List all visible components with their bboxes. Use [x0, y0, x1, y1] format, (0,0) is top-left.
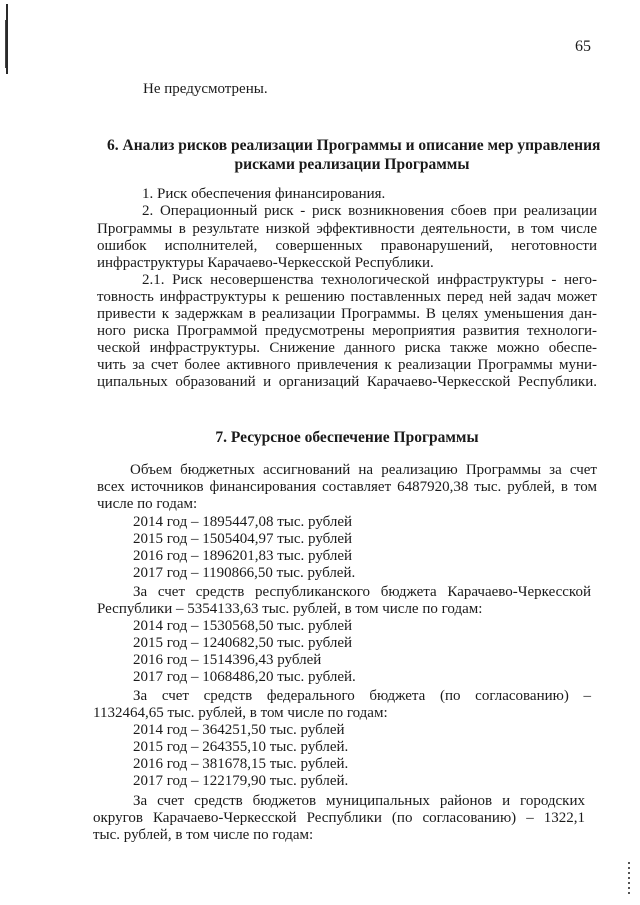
binding-mark [6, 4, 8, 74]
paragraph-line: 2.1. Риск несовершенства технологической инфраструктуры - него- [142, 272, 597, 288]
year-amount-line: 2014 год – 364251,50 тыс. рублей [133, 722, 345, 738]
paragraph-line: ного риска Программой предусмотрены мероприятия развития технологи- [97, 323, 597, 339]
section-6-heading-line-2: рисками реализации Программы [234, 156, 470, 173]
year-amount-line: 2016 год – 1514396,43 рублей [133, 652, 322, 668]
paragraph-line: ошибок исполнителей, совершенных правонарушений, неготовности [97, 238, 597, 254]
paragraph-line: инфраструктуры Карачаево-Черкесской Республики. [97, 255, 434, 271]
year-amount-line: 2014 год – 1530568,50 тыс. рублей [133, 618, 353, 634]
paragraph-line: За счет средств федерального бюджета (по согласованию) – [133, 688, 591, 704]
paragraph-line: 1132464,65 тыс. рублей, в том числе по годам: [93, 705, 388, 721]
year-amount-line: 2015 год – 264355,10 тыс. рублей. [133, 739, 349, 755]
paragraph-line: Объем бюджетных ассигнований на реализацию Программы за счет [130, 462, 597, 478]
paragraph-line: Республики – 5354133,63 тыс. рублей, в том числе по годам: [97, 601, 483, 617]
year-amount-line: 2017 год – 1068486,20 тыс. рублей. [133, 669, 356, 685]
paragraph-line: За счет средств бюджетов муниципальных районов и городских [133, 793, 585, 809]
year-amount-line: 2015 год – 1240682,50 тыс. рублей [133, 635, 353, 651]
paragraph-line: товность инфраструктуры к решению поставленных перед ней задач может [97, 289, 597, 305]
paragraph-line: числе по годам: [97, 496, 198, 512]
year-amount-line: 2016 год – 381678,15 тыс. рублей. [133, 756, 349, 772]
paragraph-line: всех источников финансирования составляет 6487920,38 тыс. рублей, в том [97, 479, 597, 495]
paragraph-line: ципальных образований и организаций Карачаево-Черкесской Республики. [97, 374, 597, 390]
section-7-heading: 7. Ресурсное обеспечение Программы [215, 429, 479, 446]
scan-edge-mark [628, 862, 630, 896]
year-amount-line: 2016 год – 1896201,83 тыс. рублей [133, 548, 353, 564]
paragraph-line: округов Карачаево-Черкесской Республики (по согласованию) – 1322,1 [93, 810, 585, 826]
paragraph-line: тыс. рублей, в том числе по годам: [93, 827, 314, 843]
binding-mark-secondary [5, 20, 6, 68]
paragraph-line: Программы в результате низкой эффективности деятельности, в том числе [97, 221, 597, 237]
paragraph-line: 1. Риск обеспечения финансирования. [142, 186, 386, 202]
year-amount-line: 2017 год – 1190866,50 тыс. рублей. [133, 565, 356, 581]
year-amount-line: 2014 год – 1895447,08 тыс. рублей [133, 514, 353, 530]
year-amount-line: 2017 год – 122179,90 тыс. рублей. [133, 773, 349, 789]
page-number: 65 [575, 38, 591, 55]
section-6-heading-line-1: 6. Анализ рисков реализации Программы и описание мер управления [107, 137, 601, 154]
paragraph-line: За счет средств республиканского бюджета Карачаево-Черкесской [133, 584, 591, 600]
paragraph-line: привести к задержкам в реализации Программы. В целях уменьшения дан- [97, 306, 597, 322]
paragraph-line: ческой инфраструктуры. Снижение данного риска также можно обеспе- [97, 340, 597, 356]
intro-text: Не предусмотрены. [143, 81, 268, 97]
paragraph-line: чить за счет более активного привлечения к реализации Программы муни- [97, 357, 597, 373]
year-amount-line: 2015 год – 1505404,97 тыс. рублей [133, 531, 353, 547]
paragraph-line: 2. Операционный риск - риск возникновения сбоев при реализации [142, 203, 597, 219]
